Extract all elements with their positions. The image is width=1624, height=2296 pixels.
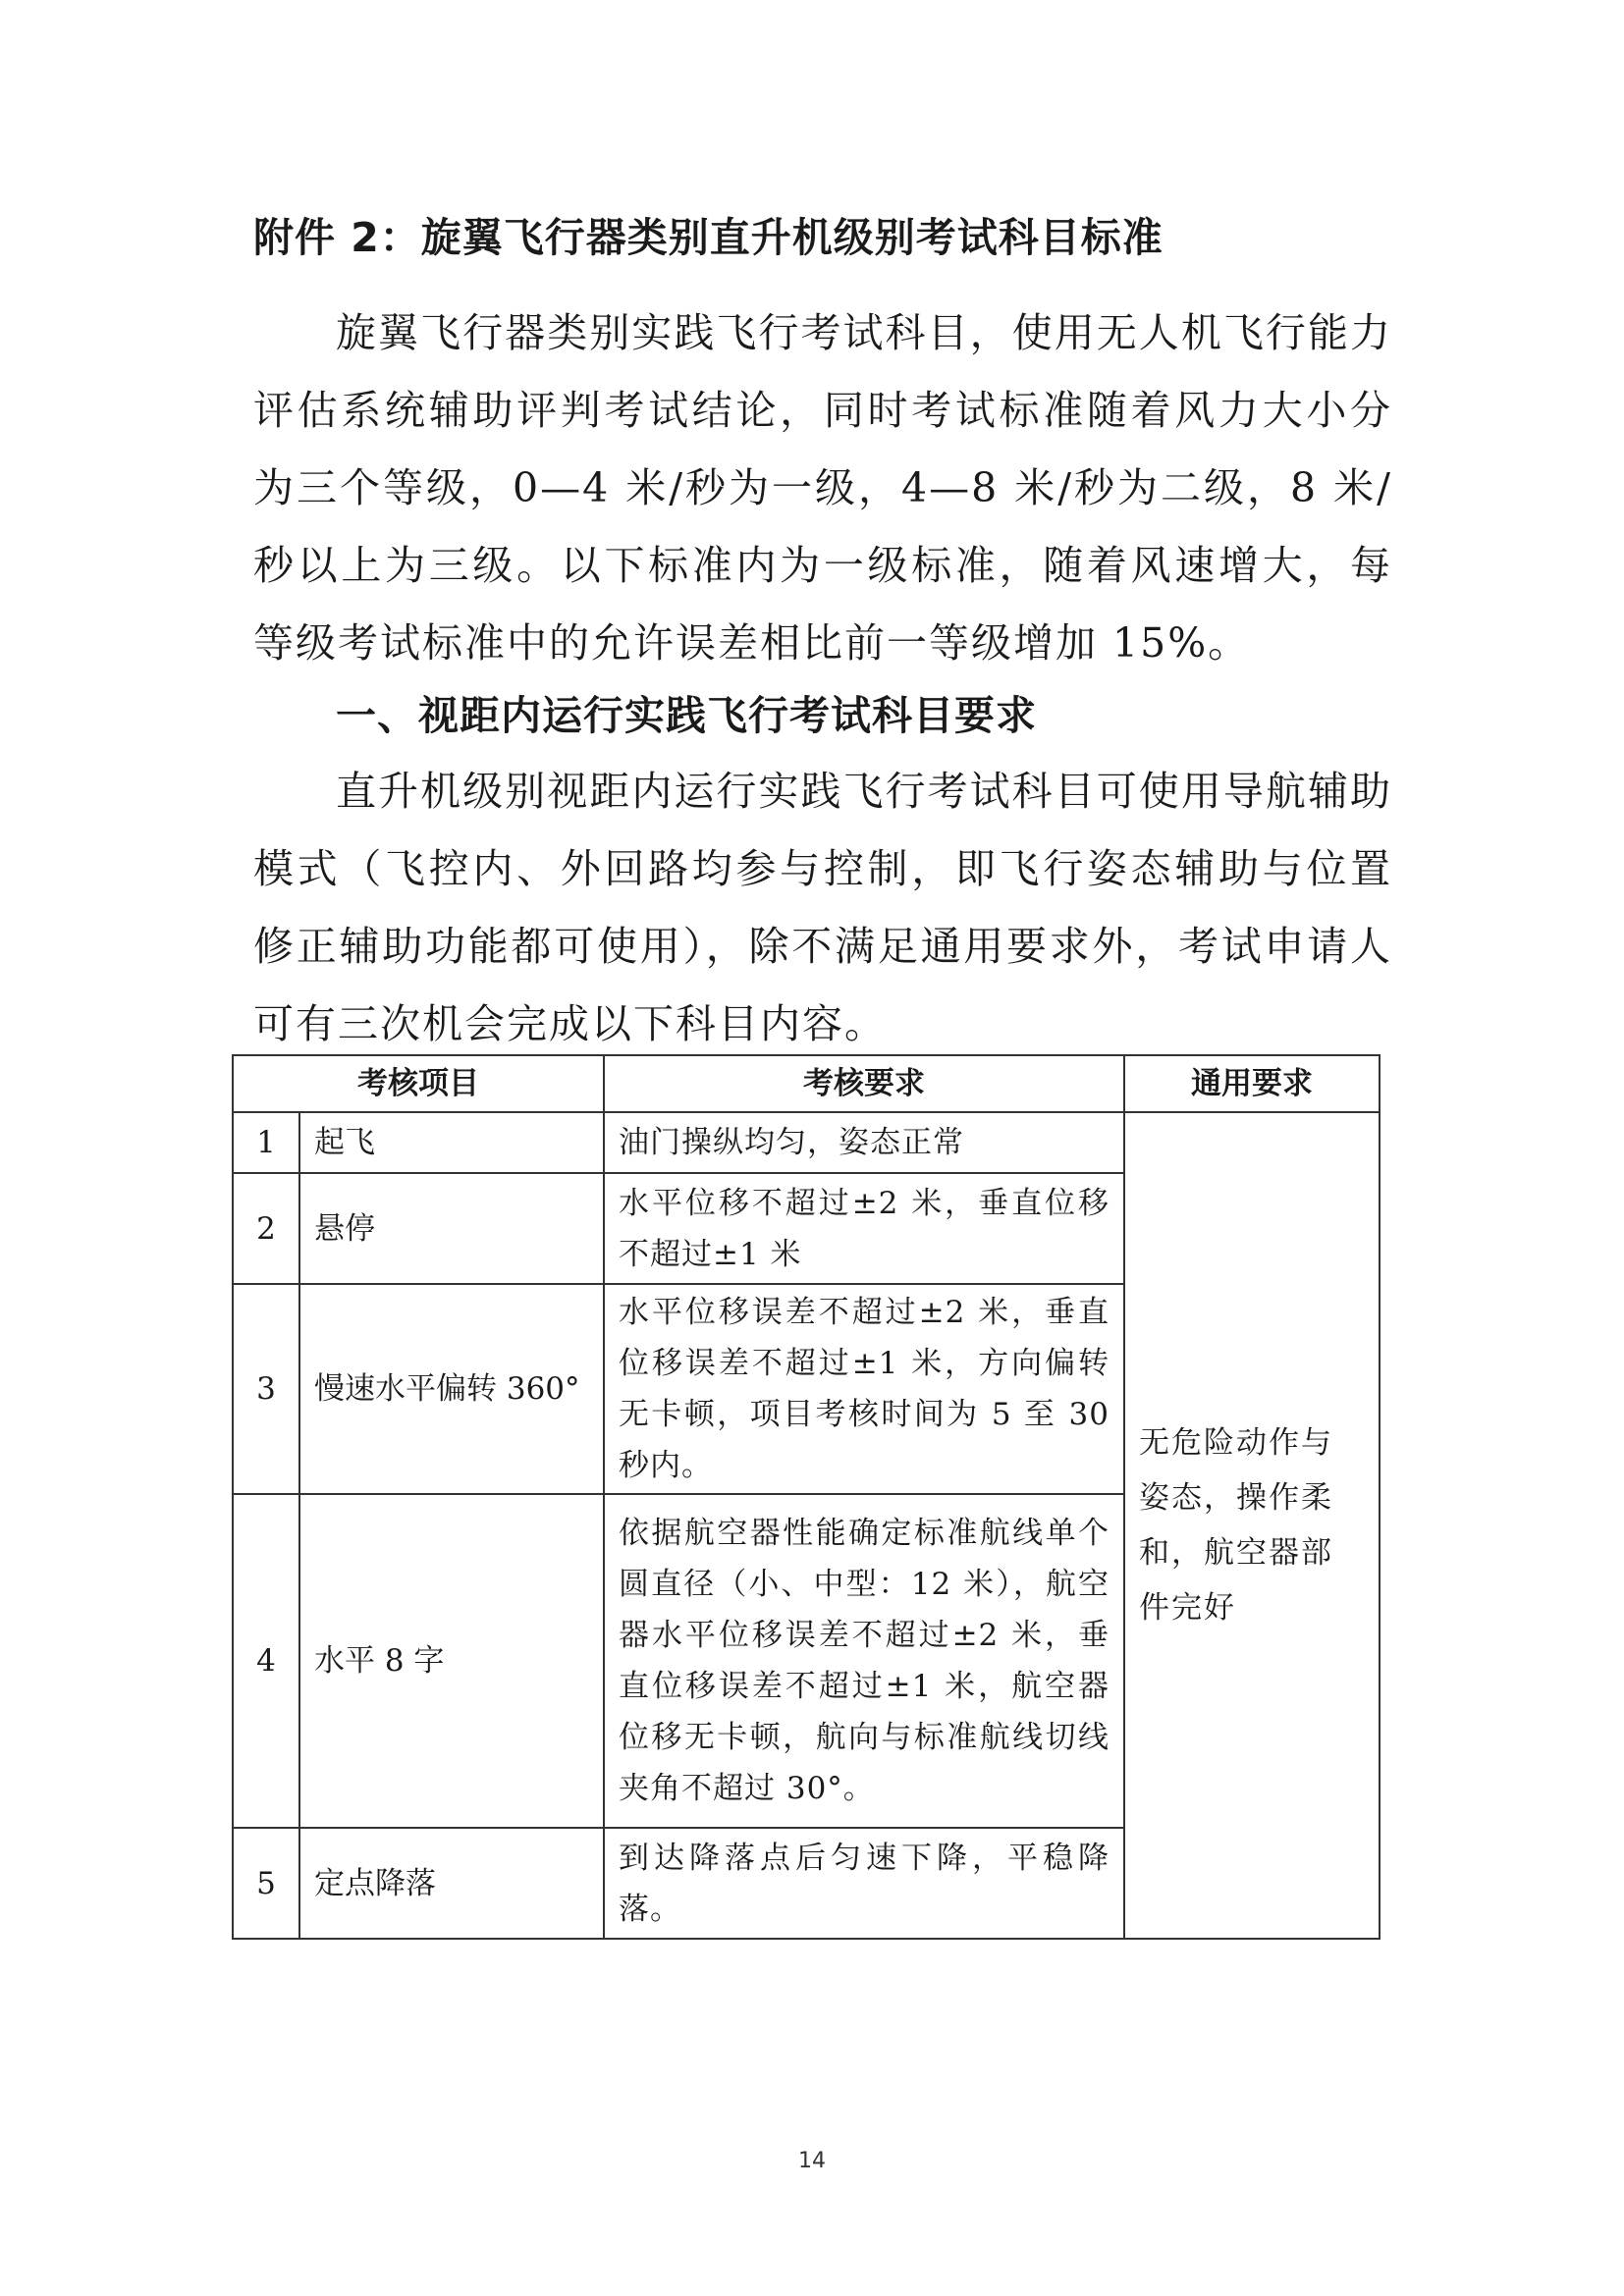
table-row [233, 1112, 1380, 1173]
row-number: 1 [233, 1112, 299, 1173]
attachment-heading: 附件 2：旋翼飞行器类别直升机级别考试科目标准 [253, 214, 1164, 261]
row-requirement: 依据航空器性能确定标准航线单个圆直径（小、中型：12 米），航空器水平位移误差不超过±2 米，垂直位移误差不超过±1 米，航空器位移无卡顿，航向与标准航线切线夹角不超过 30°。 [604, 1494, 1124, 1828]
row-number: 2 [233, 1173, 299, 1284]
row-number: 5 [233, 1828, 299, 1939]
row-requirement: 到达降落点后匀速下降，平稳降落。 [604, 1828, 1124, 1939]
section-title: 一、视距内运行实践飞行考试科目要求 [336, 692, 1037, 739]
row-item-name: 水平 8 字 [299, 1494, 604, 1828]
exam-standards-table [232, 1054, 1380, 1940]
row-item-name: 起飞 [299, 1112, 604, 1173]
row-item-name: 悬停 [299, 1173, 604, 1284]
intro-paragraph: 旋翼飞行器类别实践飞行考试科目，使用无人机飞行能力评估系统辅助评判考试结论，同时考试标准随着风力大小分为三个等级，0—4 米/秒为一级，4—8 米/秒为二级，8 米/秒以上为三级。以下标准内为一级标准，随着风速增大，每等级考试标准中的允许误差相比前一等级增加 15%。 [253, 309, 1392, 667]
header-requirement: 考核要求 [604, 1055, 1124, 1112]
row-item-name: 慢速水平偏转 360° [299, 1284, 604, 1494]
row-requirement: 水平位移误差不超过±2 米，垂直位移误差不超过±1 米，方向偏转无卡顿，项目考核时间为 5 至 30 秒内。 [604, 1284, 1124, 1494]
section-paragraph: 直升机级别视距内运行实践飞行考试科目可使用导航辅助模式（飞控内、外回路均参与控制，即飞行姿态辅助与位置修正辅助功能都可使用），除不满足通用要求外，考试申请人可有三次机会完成以下科目内容。 [253, 768, 1392, 1047]
row-requirement: 水平位移不超过±2 米，垂直位移不超过±1 米 [604, 1173, 1124, 1284]
row-number: 4 [233, 1494, 299, 1828]
row-number: 3 [233, 1284, 299, 1494]
page-number: 14 [798, 2149, 826, 2173]
general-requirement: 无危险动作与姿态，操作柔和，航空器部件完好 [1124, 1112, 1380, 1939]
header-item: 考核项目 [233, 1055, 604, 1112]
table-header-row [233, 1055, 1380, 1112]
row-item-name: 定点降落 [299, 1828, 604, 1939]
row-requirement: 油门操纵均匀，姿态正常 [604, 1112, 1124, 1173]
header-general: 通用要求 [1124, 1055, 1380, 1112]
